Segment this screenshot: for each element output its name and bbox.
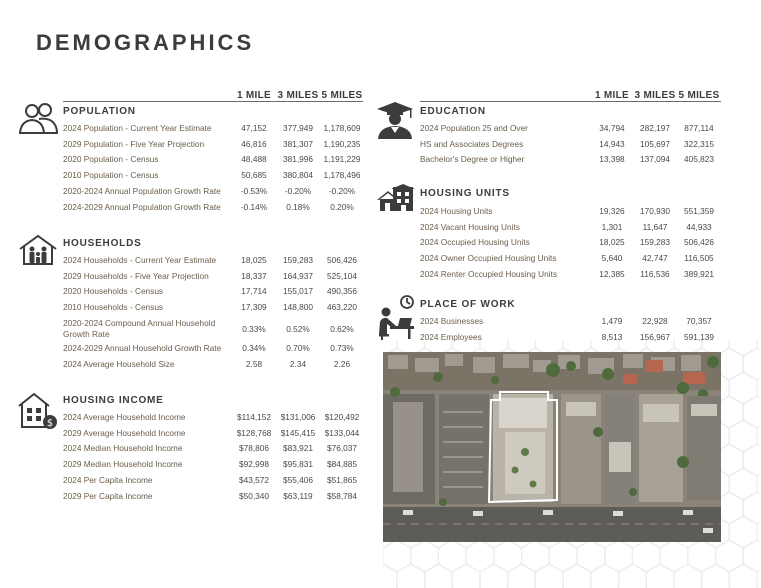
row-value: 506,426 bbox=[684, 237, 714, 248]
households-title: HOUSEHOLDS bbox=[63, 238, 142, 249]
row-value: 47,152 bbox=[241, 123, 267, 133]
row-value: 116,536 bbox=[640, 268, 670, 279]
row-value: 170,930 bbox=[640, 206, 670, 216]
row-value: 159,283 bbox=[283, 255, 313, 265]
row-value: 591,139 bbox=[684, 331, 714, 342]
housing-units-title: HOUSING UNITS bbox=[420, 188, 510, 199]
table-row bbox=[63, 154, 363, 168]
row-value: 2.58 bbox=[245, 359, 263, 370]
row-value: 18,025 bbox=[599, 237, 625, 248]
housing-income-title: HOUSING INCOME bbox=[63, 395, 164, 406]
row-label: 2024 Renter Occupied Housing Units bbox=[420, 268, 557, 279]
table-row bbox=[420, 139, 721, 153]
row-value: $133,044 bbox=[324, 427, 360, 438]
row-label: 2010 Households - Census bbox=[63, 302, 164, 313]
row-value: $92,998 bbox=[239, 459, 269, 470]
row-value: 2.34 bbox=[289, 359, 307, 370]
row-value: 0.33% bbox=[242, 323, 266, 334]
table-row bbox=[420, 237, 721, 251]
row-value: 137,094 bbox=[640, 154, 670, 165]
table-row bbox=[63, 202, 363, 216]
column-1-mile: 1 MILE bbox=[594, 90, 630, 101]
row-value: 0.18% bbox=[286, 201, 310, 212]
row-label: 2024 Population - Current Year Estimate bbox=[63, 123, 212, 133]
row-label: 2020-2024 Annual Population Growth Rate bbox=[63, 185, 221, 196]
row-value: -0.53% bbox=[240, 185, 268, 196]
row-value: 19,326 bbox=[599, 206, 625, 216]
table-row bbox=[420, 316, 721, 330]
row-value: 8,513 bbox=[601, 331, 623, 342]
row-value: 0.62% bbox=[330, 323, 354, 334]
row-label: 2024-2029 Annual Population Growth Rate bbox=[63, 201, 221, 212]
row-label: 2024 Businesses bbox=[420, 316, 484, 326]
row-value: 34,794 bbox=[599, 123, 625, 133]
row-label: 2029 Population - Five Year Projection bbox=[63, 138, 205, 149]
row-value: $128,768 bbox=[236, 427, 272, 438]
row-label: 2029 Average Household Income bbox=[63, 427, 186, 438]
table-row bbox=[420, 253, 721, 267]
row-label: 2020-2024 Compound Annual Household Growth Rate bbox=[63, 317, 216, 339]
row-value: 148,800 bbox=[283, 302, 313, 313]
row-value: 525,104 bbox=[327, 270, 357, 281]
row-value: 405,823 bbox=[684, 154, 714, 165]
row-value: 490,356 bbox=[327, 286, 357, 297]
row-label: 2024 Employees bbox=[420, 331, 482, 342]
column-3-miles: 3 MILES bbox=[277, 90, 319, 101]
row-label: 2029 Households - Five Year Projection bbox=[63, 270, 209, 281]
row-label: 2024 Households - Current Year Estimate bbox=[63, 255, 217, 265]
row-label: 2029 Per Capita Income bbox=[63, 490, 153, 501]
row-value: 877,114 bbox=[684, 123, 714, 133]
row-value: $145,415 bbox=[280, 427, 316, 438]
table-row bbox=[63, 412, 363, 426]
row-value: 0.73% bbox=[330, 342, 354, 353]
row-value: 17,309 bbox=[241, 302, 267, 313]
table-row bbox=[420, 206, 721, 220]
row-value: 322,315 bbox=[684, 138, 714, 149]
table-row bbox=[63, 428, 363, 442]
population-title: POPULATION bbox=[63, 106, 136, 117]
svg-text:$: $ bbox=[46, 418, 54, 429]
row-value: $78,806 bbox=[239, 443, 269, 454]
table-row bbox=[63, 459, 363, 473]
row-value: $55,406 bbox=[283, 474, 313, 485]
row-value: $50,340 bbox=[239, 490, 269, 501]
row-value: $76,037 bbox=[327, 443, 357, 454]
row-value: 5,640 bbox=[601, 253, 623, 264]
row-value: -0.20% bbox=[328, 185, 356, 196]
table-row bbox=[63, 475, 363, 489]
row-value: 282,197 bbox=[640, 123, 670, 133]
people-icon bbox=[17, 100, 59, 136]
table-row bbox=[63, 317, 363, 339]
row-value: 116,505 bbox=[684, 253, 714, 264]
column-5-miles: 5 MILES bbox=[678, 90, 720, 101]
worker-desk-icon bbox=[376, 294, 416, 340]
row-value: 155,017 bbox=[283, 286, 313, 297]
row-label: 2020 Population - Census bbox=[63, 154, 159, 165]
row-value: 70,357 bbox=[686, 316, 712, 326]
row-value: $83,921 bbox=[283, 443, 313, 454]
row-value: 1,191,229 bbox=[323, 154, 361, 165]
row-label: 2010 Population - Census bbox=[63, 170, 159, 181]
table-row bbox=[63, 271, 363, 285]
row-value: 42,747 bbox=[642, 253, 668, 264]
table-row bbox=[63, 186, 363, 200]
graduate-icon bbox=[375, 100, 415, 140]
table-row bbox=[63, 139, 363, 153]
row-value: 48,488 bbox=[241, 154, 267, 165]
column-5-miles: 5 MILES bbox=[321, 90, 363, 101]
aerial-photo bbox=[383, 352, 721, 542]
row-value: 18,025 bbox=[241, 255, 267, 265]
right-header-rule bbox=[420, 101, 721, 102]
row-value: 1,301 bbox=[601, 221, 623, 232]
row-value: $51,865 bbox=[327, 474, 357, 485]
row-value: 380,804 bbox=[283, 170, 313, 181]
row-label: 2020 Households - Census bbox=[63, 286, 164, 297]
place-of-work-title: PLACE OF WORK bbox=[420, 299, 516, 310]
column-1-mile: 1 MILE bbox=[236, 90, 272, 101]
row-value: $95,831 bbox=[283, 459, 313, 470]
row-label: 2024 Per Capita Income bbox=[63, 474, 153, 485]
row-value: 551,359 bbox=[684, 206, 714, 216]
row-value: 14,943 bbox=[599, 138, 625, 149]
row-value: -0.20% bbox=[284, 185, 312, 196]
houses-icon bbox=[376, 184, 416, 212]
table-row bbox=[63, 123, 363, 137]
row-value: 12,385 bbox=[599, 268, 625, 279]
page-title: DEMOGRAPHICS bbox=[36, 30, 255, 55]
row-label: Bachelor's Degree or Higher bbox=[420, 154, 525, 165]
table-row bbox=[63, 491, 363, 505]
row-value: 389,921 bbox=[684, 268, 714, 279]
row-value: 1,178,496 bbox=[323, 170, 361, 181]
row-value: 105,697 bbox=[640, 138, 670, 149]
row-label: 2024-2029 Annual Household Growth Rate bbox=[63, 342, 222, 353]
table-row bbox=[63, 286, 363, 300]
row-value: 50,685 bbox=[241, 170, 267, 181]
row-value: 44,933 bbox=[686, 221, 712, 232]
row-value: 1,190,235 bbox=[323, 138, 361, 149]
row-label: HS and Associates Degrees bbox=[420, 138, 524, 149]
row-label: 2024 Population 25 and Over bbox=[420, 123, 528, 133]
row-value: 0.70% bbox=[286, 342, 310, 353]
row-value: 13,398 bbox=[599, 154, 625, 165]
row-label: 2024 Median Household Income bbox=[63, 443, 183, 454]
row-value: 2.26 bbox=[333, 359, 351, 370]
row-value: 18,337 bbox=[241, 270, 267, 281]
row-value: -0.14% bbox=[240, 201, 268, 212]
row-label: 2024 Housing Units bbox=[420, 206, 493, 216]
education-title: EDUCATION bbox=[420, 106, 486, 117]
row-label: 2029 Median Household Income bbox=[63, 459, 183, 470]
row-value: 506,426 bbox=[327, 255, 357, 265]
table-row bbox=[420, 269, 721, 283]
row-value: 164,937 bbox=[283, 270, 313, 281]
row-value: 46,816 bbox=[241, 138, 267, 149]
row-value: 381,307 bbox=[283, 138, 313, 149]
table-row bbox=[63, 443, 363, 457]
row-value: $131,006 bbox=[280, 412, 316, 422]
row-value: 463,220 bbox=[327, 302, 357, 313]
left-header-rule bbox=[63, 101, 363, 102]
row-value: $114,152 bbox=[237, 412, 271, 422]
column-3-miles: 3 MILES bbox=[634, 90, 676, 101]
row-value: 1,479 bbox=[601, 316, 623, 326]
row-value: 1,178,609 bbox=[323, 123, 361, 133]
table-row bbox=[63, 343, 363, 357]
row-value: 11,647 bbox=[642, 221, 668, 232]
table-row bbox=[63, 255, 363, 269]
row-label: 2024 Owner Occupied Housing Units bbox=[420, 253, 557, 264]
row-value: 17,714 bbox=[241, 286, 267, 297]
table-row bbox=[420, 154, 721, 168]
row-value: $43,572 bbox=[239, 474, 269, 485]
row-value: $63,119 bbox=[283, 490, 313, 501]
row-value: $84,885 bbox=[327, 459, 357, 470]
row-label: 2024 Average Household Income bbox=[63, 412, 186, 422]
row-value: 377,949 bbox=[283, 123, 313, 133]
aerial-photo-icon bbox=[383, 352, 721, 542]
row-value: 22,928 bbox=[642, 316, 668, 326]
row-value: 381,996 bbox=[283, 154, 313, 165]
row-value: 0.52% bbox=[286, 323, 310, 334]
row-value: 0.34% bbox=[242, 342, 266, 353]
row-value: 159,283 bbox=[640, 237, 670, 248]
row-value: 156,967 bbox=[640, 331, 670, 342]
table-row bbox=[420, 123, 721, 137]
house-dollar-icon bbox=[17, 391, 59, 431]
table-row bbox=[63, 302, 363, 316]
row-label: 2024 Average Household Size bbox=[63, 359, 175, 370]
table-row bbox=[63, 170, 363, 184]
row-label: 2024 Vacant Housing Units bbox=[420, 221, 520, 232]
family-house-icon bbox=[18, 233, 58, 267]
table-row bbox=[420, 222, 721, 236]
row-label: 2024 Occupied Housing Units bbox=[420, 237, 530, 248]
table-row bbox=[63, 359, 363, 373]
row-value: 0.20% bbox=[330, 201, 354, 212]
row-value: $120,492 bbox=[324, 412, 360, 422]
row-value: $58,784 bbox=[327, 490, 357, 501]
